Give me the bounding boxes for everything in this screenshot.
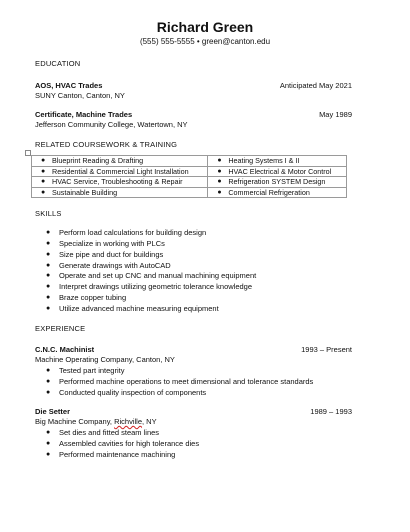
bullet-icon: ● bbox=[46, 262, 51, 269]
education-title: AOS, HVAC Trades bbox=[35, 81, 103, 90]
skill-text: Generate drawings with AutoCAD bbox=[59, 261, 171, 270]
skill-text: Operate and set up CNC and manual machining equipment bbox=[59, 271, 257, 280]
coursework-table bbox=[31, 155, 347, 198]
job-duty: Set dies and fitted steam lines bbox=[59, 428, 160, 437]
table-row bbox=[32, 166, 347, 177]
section-heading-skills: SKILLS bbox=[35, 209, 62, 218]
table-cell bbox=[208, 177, 347, 188]
table-cell bbox=[208, 187, 347, 198]
course-item: Residential & Commercial Light Installation bbox=[52, 166, 189, 176]
bullet-icon: ● bbox=[217, 167, 222, 175]
bullet-icon: ● bbox=[46, 451, 51, 458]
course-item: Blueprint Reading & Drafting bbox=[52, 156, 144, 166]
bullet-icon: ● bbox=[46, 305, 51, 312]
list-item bbox=[46, 304, 219, 313]
course-item: Refrigeration SYSTEM Design bbox=[228, 177, 326, 187]
table-row bbox=[32, 156, 347, 167]
list-item bbox=[46, 428, 160, 437]
table-cell bbox=[32, 156, 208, 167]
bullet-icon: ● bbox=[46, 283, 51, 290]
job-duty: Performed maintenance machining bbox=[59, 450, 176, 459]
course-item: Sustainable Building bbox=[52, 187, 118, 197]
bullet-icon: ● bbox=[46, 240, 51, 247]
bullet-icon: ● bbox=[217, 178, 222, 185]
table-row bbox=[32, 177, 347, 188]
section-heading-experience: EXPERIENCE bbox=[35, 324, 86, 333]
spellcheck-flagged-word[interactable]: Richville bbox=[114, 417, 143, 426]
course-item: HVAC Service, Troubleshooting & Repair bbox=[52, 177, 183, 187]
job-company bbox=[35, 418, 157, 426]
list-item bbox=[46, 293, 127, 302]
job-date: 1993 – Present bbox=[301, 345, 352, 354]
education-school: Jefferson Community College, Watertown, NY bbox=[35, 120, 188, 129]
education-school: SUNY Canton, Canton, NY bbox=[35, 91, 125, 100]
bullet-icon: ● bbox=[46, 272, 51, 279]
job-title: Die Setter bbox=[35, 407, 71, 416]
bullet-icon: ● bbox=[46, 294, 51, 301]
bullet-icon: ● bbox=[41, 167, 46, 175]
list-item bbox=[46, 366, 125, 375]
course-item: Heating Systems I & II bbox=[228, 156, 300, 166]
list-item bbox=[46, 228, 207, 237]
list-item bbox=[46, 250, 164, 259]
list-item bbox=[46, 450, 176, 459]
bullet-icon: ● bbox=[41, 157, 46, 164]
table-cell bbox=[32, 177, 208, 188]
list-item bbox=[46, 439, 200, 448]
job-company: Machine Operating Company, Canton, NY bbox=[35, 355, 175, 364]
skill-text: Specialize in working with PLCs bbox=[59, 239, 165, 248]
section-heading-education: EDUCATION bbox=[35, 59, 81, 68]
bullet-icon: ● bbox=[41, 188, 46, 196]
education-title: Certificate, Machine Trades bbox=[35, 110, 133, 119]
education-date: May 1989 bbox=[319, 110, 352, 119]
bullet-icon: ● bbox=[46, 367, 51, 374]
table-cell bbox=[32, 166, 208, 177]
bullet-icon: ● bbox=[46, 251, 51, 258]
contact-line: (555) 555-5555 • green@canton.edu bbox=[139, 37, 271, 46]
list-item bbox=[46, 282, 253, 291]
bullet-icon: ● bbox=[46, 378, 51, 385]
skill-text: Utilize advanced machine measuring equipment bbox=[59, 304, 219, 313]
candidate-name: Richard Green bbox=[156, 19, 254, 35]
course-item: Commercial Refrigeration bbox=[228, 187, 310, 197]
bullet-icon: ● bbox=[41, 178, 46, 185]
bullet-icon: ● bbox=[46, 429, 51, 436]
skill-text: Interpret drawings utilizing geometric tolerance knowledge bbox=[59, 282, 253, 291]
list-item bbox=[46, 377, 314, 386]
job-duty: Assembled cavities for high tolerance dies bbox=[59, 439, 200, 448]
table-row bbox=[32, 187, 347, 198]
bullet-icon: ● bbox=[46, 440, 51, 447]
table-cell bbox=[208, 166, 347, 177]
education-date: Anticipated May 2021 bbox=[279, 81, 352, 90]
list-item bbox=[46, 239, 165, 248]
job-title: C.N.C. Machinist bbox=[35, 345, 95, 354]
list-item bbox=[46, 271, 257, 280]
job-duty: Tested part integrity bbox=[59, 366, 125, 375]
job-duty: Performed machine operations to meet dimensional and tolerance standards bbox=[59, 377, 314, 386]
job-duty: Conducted quality inspection of components bbox=[59, 388, 207, 397]
job-date: 1989 – 1993 bbox=[310, 407, 352, 416]
skill-text: Size pipe and duct for buildings bbox=[59, 250, 164, 259]
company-name: Big Machine Company, bbox=[35, 417, 115, 426]
company-state: , NY bbox=[142, 417, 157, 426]
skill-text: Perform load calculations for building design bbox=[59, 228, 207, 237]
table-cell bbox=[32, 187, 208, 198]
section-heading-coursework: RELATED COURSEWORK & TRAINING bbox=[35, 140, 178, 149]
bullet-icon: ● bbox=[217, 188, 222, 196]
bullet-icon: ● bbox=[46, 389, 51, 396]
list-item bbox=[46, 261, 171, 270]
list-item bbox=[46, 388, 207, 397]
bullet-icon: ● bbox=[46, 229, 51, 236]
bullet-icon: ● bbox=[217, 157, 222, 164]
course-item: HVAC Electrical & Motor Control bbox=[228, 166, 332, 176]
skill-text: Braze copper tubing bbox=[59, 293, 127, 302]
table-cell bbox=[208, 156, 347, 167]
